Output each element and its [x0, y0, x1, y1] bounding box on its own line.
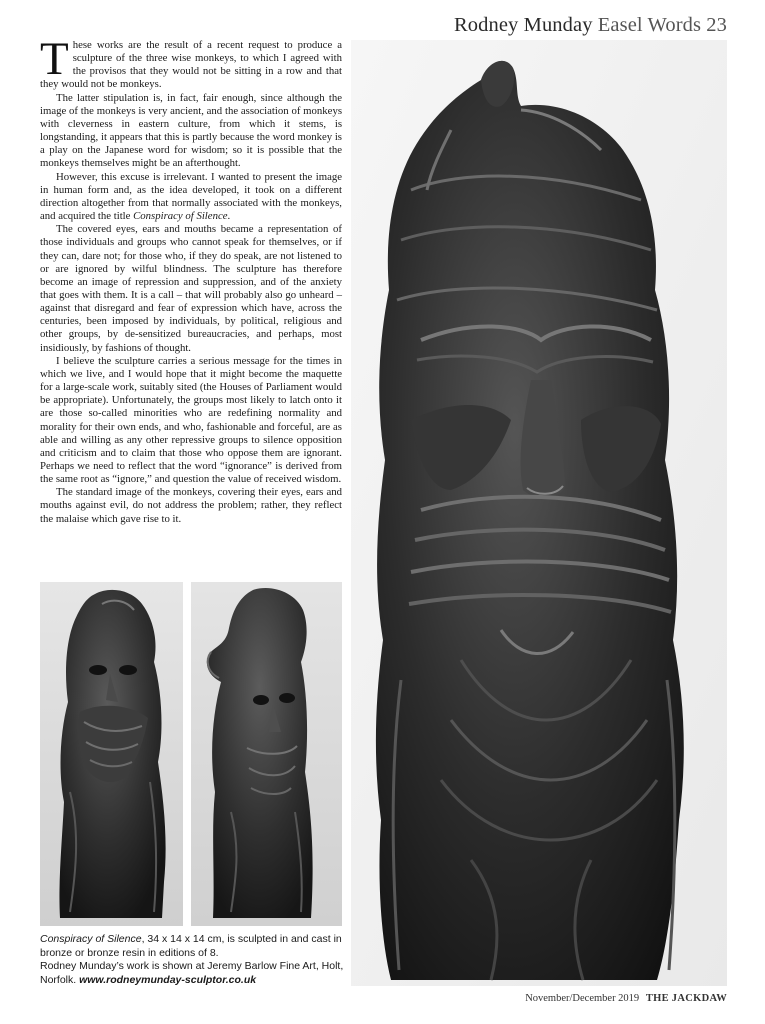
article-paragraph: I believe the sculpture carries a serious message for the times in which we live, and I would hope that it might become the maquette for a large-scale work, suitably sited (the Houses of Parliament would be appropriate). Unfortunately, the groups most likely to latch onto it are those so-called minorities who are redefining normality and morality for their own ends, and who, fashionable and forceful, are as able and willing as any other repressive groups to silence opposition and criticism and to claim that those who oppose them are ignorant. Perhaps we need to reflect that the word “ignorance” is derived from the same root as “ignore,” and question the value of received wisdom.: [40, 354, 342, 486]
article-body: [40, 33, 342, 526]
page-number: 23: [706, 14, 727, 36]
page-footer: [525, 993, 727, 1004]
caption-artwork-title: Conspiracy of Silence: [40, 933, 142, 945]
photo-caption: [40, 933, 345, 987]
article-paragraph: The latter stipulation is, in fact, fair enough, since although the image of the monkeys is very ancient, and the association of monkeys with cleverness in eastern culture, from which it stems, is longstanding, it appears that this is partly because the word monkey is a play on the Japanese word for wisdom; so it is possible that the monkeys themselves might be an afterthought.: [40, 91, 342, 170]
caption-line-gallery: Rodney Munday’s work is shown at Jeremy Barlow Fine Art, Holt, Norfolk. www.rodneymunday-sculptor.co.uk: [40, 960, 344, 986]
header-author: Rodney Munday: [454, 14, 593, 36]
footer-magazine: THE JACKDAW: [645, 993, 727, 1004]
website-link[interactable]: www.rodneymunday-sculptor.co.uk: [79, 973, 257, 986]
sculpture-photo-main: [351, 40, 727, 986]
footer-issue: November/December 2019: [525, 993, 640, 1004]
sculpture-photo-side: [191, 582, 342, 926]
header-section: Easel Words: [597, 14, 702, 36]
sculpture-photo-front: [40, 582, 183, 926]
page-header: [454, 14, 727, 37]
article-paragraph: These works are the result of a recent request to produce a sculpture of the three wise monkeys, to which I agreed with the provisos that they would not be sitting in a row and that they would not be monkeys.: [40, 33, 342, 91]
drop-cap: T: [40, 33, 69, 85]
article-paragraph: However, this excuse is irrelevant. I wanted to present the image in human form and, as the idea developed, it took on a different direction altogether from that normally associated with the monkeys, and acquired the title Conspiracy of Silence.: [40, 170, 342, 223]
artwork-title: Conspiracy of Silence: [133, 210, 228, 223]
article-paragraph: The standard image of the monkeys, covering their eyes, ears and mouths against evil, do not address the problem; rather, they reflect the malaise which gave rise to it.: [40, 486, 342, 525]
article-paragraph: The covered eyes, ears and mouths became a representation of those individuals and groups who cannot speak for themselves, or if they can, dare not; for those who, if they do speak, are not listened to or are ignored by wilful blindness. The sculpture has therefore become an image of repression and suppression, and of the anxiety that goes with them. It is a call – that will probably also go unheard – against that disregard and fear of expression which have, across the centuries, been imposed by individuals, by political, religious and other groups, by de-sensitized bureaucracies, and perhaps, most insidiously, by fashions of thought.: [40, 223, 342, 354]
caption-line-artwork: Conspiracy of Silence, 34 x 14 x 14 cm, is sculpted in and cast in bronze or bronze resin in editions of 8.: [40, 933, 342, 959]
